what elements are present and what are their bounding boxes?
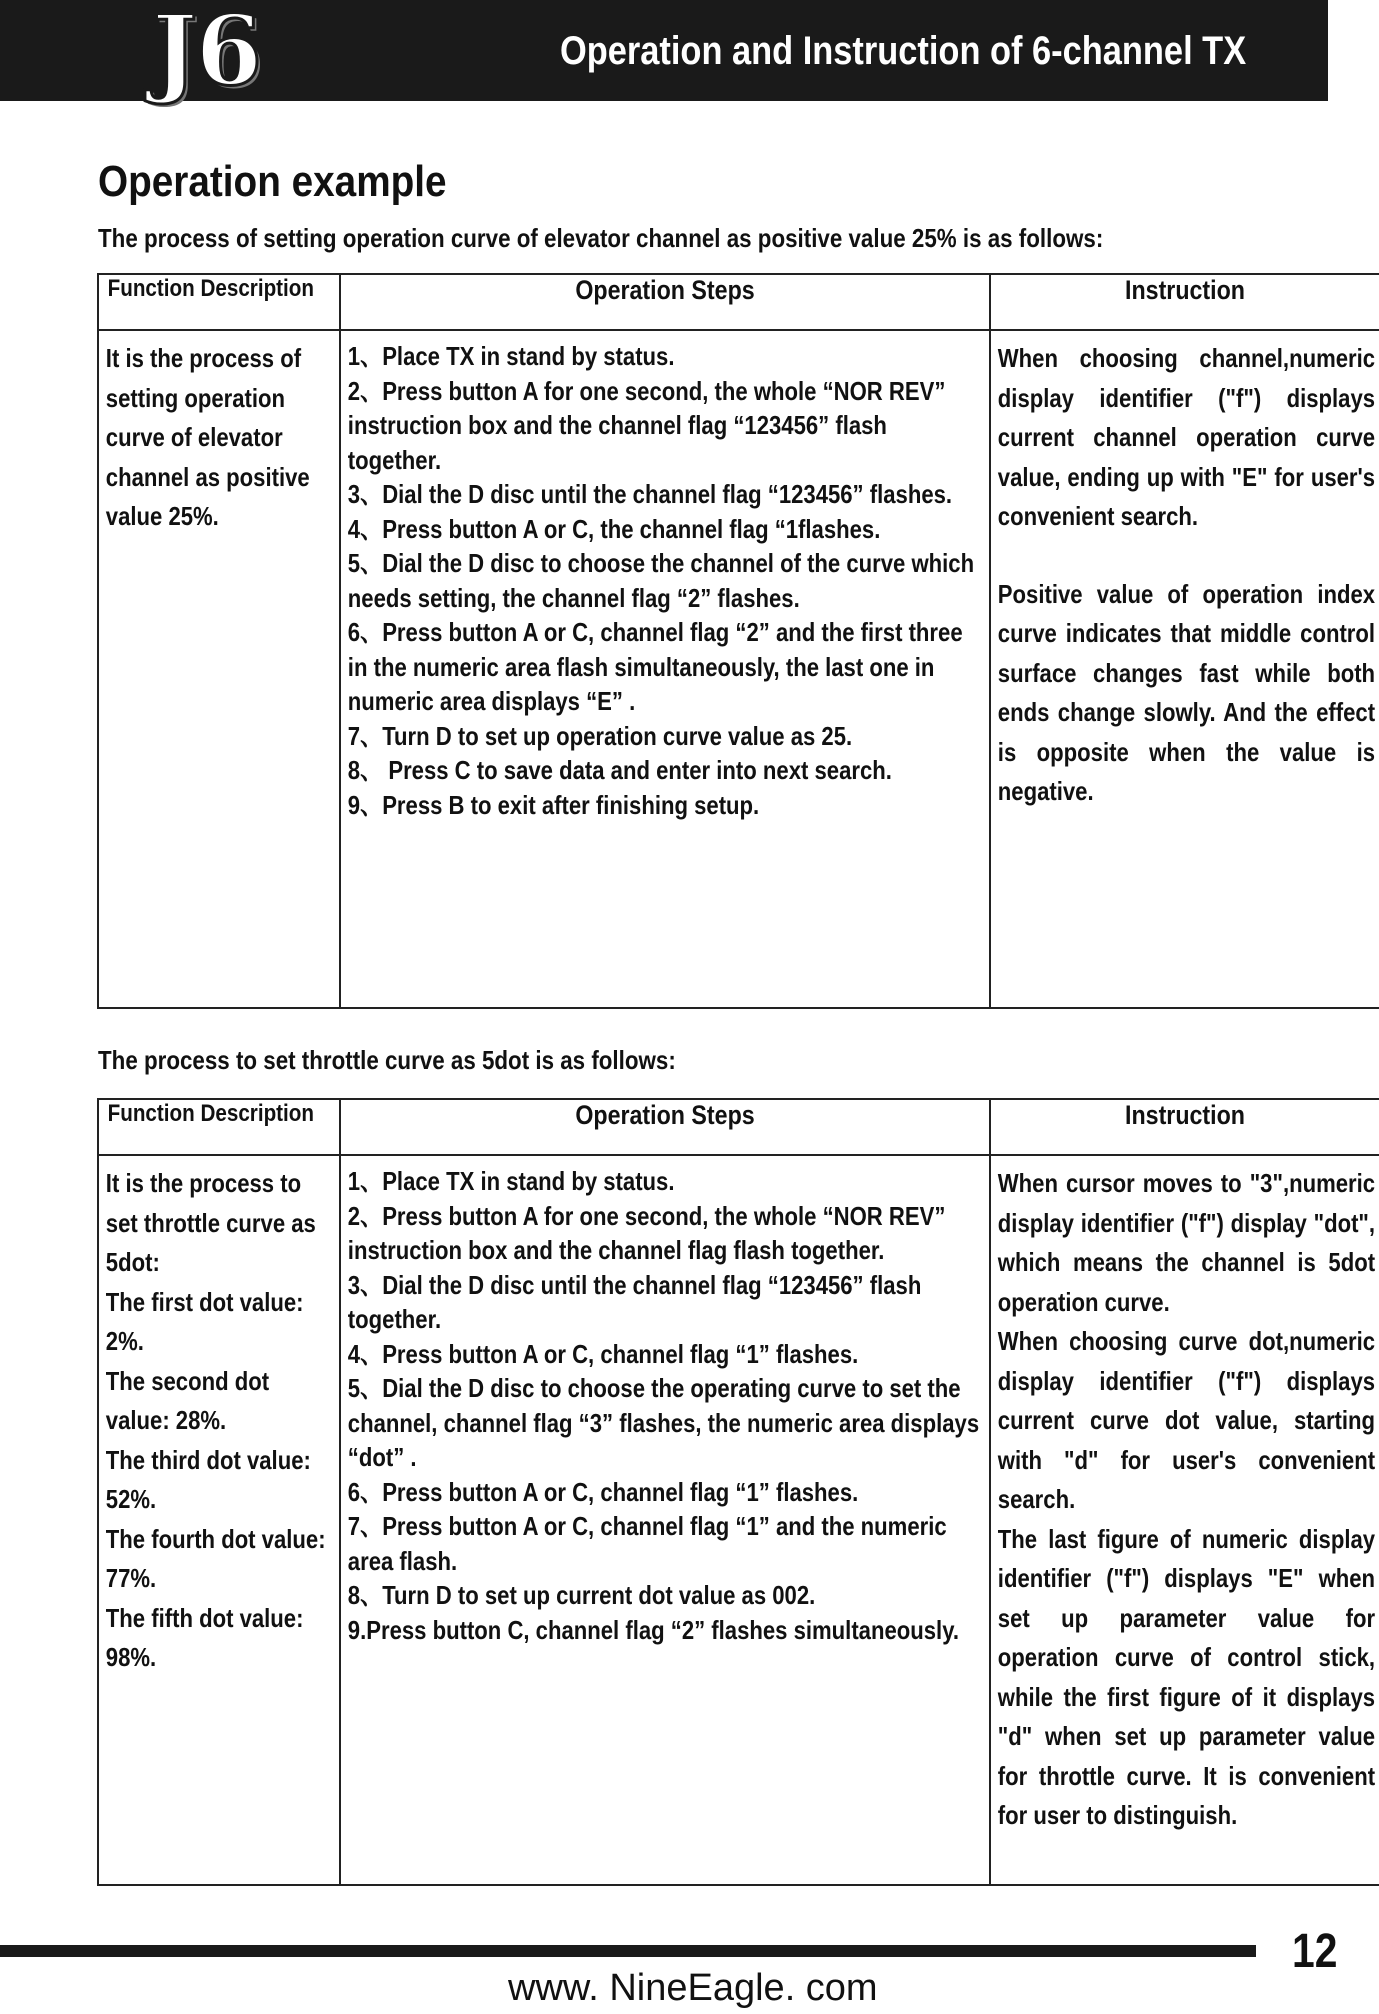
table-header-row <box>98 1099 1379 1155</box>
instruction-paragraph: The last figure of numeric display identifier ("f") displays "E" when set up parameter value for operation curve of control stick, while the first figure of it displays "d" when set up parameter value for throttle curve. It is convenient for user to distinguish. <box>997 1523 1376 1830</box>
instruction-paragraph: Positive value of operation index curve indicates that middle control surface changes fast while both ends change slowly. And the effect is opposite when the value is negative. <box>997 578 1376 806</box>
page-header <box>0 0 1328 107</box>
operation-steps-cell <box>340 1155 990 1885</box>
instruction-paragraph: When choosing channel,numeric display identifier ("f") displays current channel operation curve value, ending up with "E" for user's convenient search. <box>997 343 1376 531</box>
function-description-text: It is the process of setting operation curve of elevator channel as positive value 25%. <box>105 343 310 531</box>
header-function-description: Function Description <box>98 274 340 330</box>
table-row <box>98 330 1379 1008</box>
header-function-description: Function Description <box>98 1099 340 1155</box>
step-item: 7、Turn D to set up operation curve value as 25. <box>347 720 853 751</box>
page-number: 12 <box>1292 1925 1338 1978</box>
step-item: 6、Press button A or C, channel flag “2” and the first three in the numeric area flash simultaneously, the last one in numeric area displays “E” . <box>347 617 963 716</box>
paragraph-gap <box>998 537 1375 575</box>
header-instruction: Instruction <box>990 1099 1379 1155</box>
instruction-paragraph: When cursor moves to "3",numeric display identifier ("f") display "dot", which means the channel is 5dot operation curve. <box>997 1168 1376 1317</box>
function-description-cell <box>98 1155 340 1885</box>
step-item: 3、Dial the D disc until the channel flag “123456” flashes. <box>347 479 953 509</box>
step-item: 7、Press button A or C, channel flag “1” and the numeric area flash. <box>347 1511 947 1576</box>
throttle-curve-table <box>97 1098 1379 1886</box>
table-row <box>98 1155 1379 1885</box>
step-item: 9.Press button C, channel flag “2” flashes simultaneously. <box>347 1614 959 1645</box>
function-description-text: It is the process to set throttle curve as 5dot: <box>105 1168 316 1277</box>
step-item: 3、Dial the D disc until the channel flag “123456” flash together. <box>347 1269 922 1334</box>
step-item: 1、Place TX in stand by status. <box>347 341 675 371</box>
instruction-paragraph: When choosing curve dot,numeric display identifier ("f") displays current curve dot value, starting with "d" for user's convenient search. <box>997 1326 1376 1514</box>
header-operation-steps: Operation Steps <box>340 1099 990 1155</box>
instruction-cell <box>990 1155 1379 1885</box>
step-item: 4、Press button A or C, channel flag “1” flashes. <box>347 1338 859 1369</box>
website-url: www. NineEagle. com <box>508 1967 878 2009</box>
header-operation-steps: Operation Steps <box>340 274 990 330</box>
step-item: 2、Press button A for one second, the whole “NOR REV” instruction box and the channel flag “123456” flash together. <box>347 375 946 475</box>
step-item: 8、Turn D to set up current dot value as 002. <box>347 1580 816 1610</box>
instruction-cell <box>990 330 1379 1008</box>
step-item: 8、 Press C to save data and enter into next search. <box>347 755 892 785</box>
step-item: 6、Press button A or C, channel flag “1” flashes. <box>347 1476 859 1507</box>
section-title: Operation example <box>98 157 447 206</box>
table-header-row <box>98 274 1379 330</box>
step-item: 5、Dial the D disc to choose the operating curve to set the channel, channel flag “3” flashes, the numeric area displays “dot” . <box>347 1373 980 1472</box>
elevator-curve-table <box>97 273 1379 1009</box>
function-description-text: The fourth dot value: 77%. <box>105 1523 326 1593</box>
step-item: 2、Press button A for one second, the whole “NOR REV” instruction box and the channel flag flash together. <box>347 1200 946 1265</box>
operation-steps-cell <box>340 330 990 1008</box>
j6-logo: J6 <box>152 0 261 107</box>
table1-intro: The process of setting operation curve of elevator channel as positive value 25% is as follows: <box>98 223 1104 253</box>
function-description-text: The first dot value: 2%. <box>105 1286 304 1356</box>
function-description-text: The second dot value: 28%. <box>105 1365 270 1435</box>
step-item: 4、Press button A or C, the channel flag “1flashes. <box>347 513 881 544</box>
function-description-cell <box>98 330 340 1008</box>
function-description-text: The fifth dot value: 98%. <box>105 1602 304 1672</box>
step-item: 9、Press B to exit after finishing setup. <box>347 789 760 820</box>
footer-rule <box>0 1945 1256 1957</box>
table2-intro: The process to set throttle curve as 5dot is as follows: <box>98 1045 676 1075</box>
step-item: 1、Place TX in stand by status. <box>347 1166 675 1196</box>
header-title: Operation and Instruction of 6-channel TX <box>560 29 1247 73</box>
function-description-text: The third dot value: 52%. <box>105 1444 311 1514</box>
header-instruction: Instruction <box>990 274 1379 330</box>
step-item: 5、Dial the D disc to choose the channel of the curve which needs setting, the channel flag “2” flashes. <box>347 548 975 613</box>
